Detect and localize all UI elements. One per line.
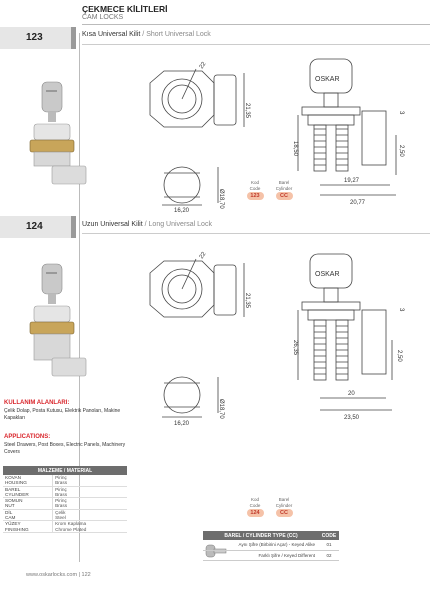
material-table: [3, 466, 127, 533]
barel-box-124: [271, 497, 297, 517]
material-part: YÜZEY FINISHING: [3, 521, 53, 533]
section-title-sep: /: [142, 221, 149, 228]
cylinder-table-header: BAREL / CYLINDER TYPE (CC): [203, 531, 319, 540]
kod-value: 124: [247, 509, 264, 517]
dim-height: 21,35: [244, 103, 250, 119]
material-value: Çelik Steel: [53, 509, 127, 521]
section-code-band: 124: [0, 216, 76, 238]
cylinder-type: Aynı Şifre (Birbirini Açar) - Keyed Alike: [203, 540, 319, 550]
kod-label: Kod: [250, 497, 259, 502]
section-title-tr: Uzun Universal Kilit: [82, 221, 143, 228]
header-divider: [82, 24, 430, 25]
code-box-124: [245, 497, 265, 517]
section-title-en: Long Universal Lock: [148, 221, 212, 228]
dim-width: 16,20: [174, 421, 190, 427]
dim-body: 18,50: [292, 141, 298, 157]
section-code-band: 123: [0, 27, 76, 49]
product-photo-123: [22, 80, 102, 195]
material-row: [3, 486, 127, 498]
section-title-tr: Kısa Universal Kilit: [82, 31, 141, 38]
dim-w1: 20: [348, 391, 355, 397]
dim-height: 21,35: [244, 293, 250, 309]
footer-page: 122: [81, 572, 91, 578]
material-table-header: MALZEME / MATERIAL: [3, 466, 127, 475]
dim-w1: 19,27: [344, 178, 360, 184]
dim-top: 3: [398, 308, 404, 312]
section-divider: [82, 44, 430, 45]
barel-value: CC: [276, 192, 293, 200]
cylinder-row: [203, 550, 339, 560]
section-title-sep: /: [140, 31, 147, 38]
dim-side: 2,50: [398, 145, 404, 157]
cylinder-code-header: CODE: [319, 531, 339, 540]
cylinder-row: [203, 540, 339, 550]
barel-label-en: Cylinder: [275, 502, 293, 508]
material-part: KOVAN HOUSING: [3, 475, 53, 486]
applications-heading: APPLICATIONS:: [4, 434, 51, 440]
kod-value: 123: [247, 192, 264, 200]
front-view-drawing-123: [138, 55, 258, 215]
dim-diameter: Ø18,70: [218, 399, 224, 419]
barel-value: CC: [276, 509, 293, 517]
section-title: [82, 221, 212, 228]
section-title: [82, 31, 211, 38]
usage-text: Çelik Dolap, Posta Kutusu, Elektrik Panoları, Makine Kapakları: [4, 408, 121, 421]
dim-body: 26,35: [292, 340, 298, 356]
dim-w2: 23,50: [344, 415, 360, 421]
kod-label: Kod: [250, 180, 259, 185]
cylinder-code: 02: [319, 550, 339, 560]
section-title-en: Short Universal Lock: [146, 31, 211, 38]
barel-box-123: [271, 180, 297, 200]
material-part: DİL CAM: [3, 509, 53, 521]
kod-label-en: Code: [249, 185, 261, 191]
material-row: [3, 498, 127, 510]
dim-w2: 20,77: [350, 200, 366, 206]
footer-url[interactable]: www.oskarlocks.com: [26, 572, 78, 578]
dim-angle: 22: [198, 61, 208, 71]
material-row: [3, 521, 127, 533]
side-view-drawing-123: [280, 55, 420, 215]
material-part: SOMUN NUT: [3, 498, 53, 510]
material-part: BAREL CYLINDER: [3, 486, 53, 498]
code-box-123: [245, 180, 265, 200]
page-subtitle: CAM LOCKS: [82, 14, 124, 21]
cylinder-code: 01: [319, 540, 339, 550]
material-value: Pirinç Brass: [53, 475, 127, 486]
material-table-body: [3, 475, 127, 532]
product-photo-124: [22, 262, 102, 387]
dim-diameter: Ø18,70: [218, 189, 224, 209]
barel-label: Barel: [278, 180, 290, 185]
barel-label: Barel: [278, 497, 290, 502]
key-brand-label: OSKAR: [315, 76, 340, 83]
cylinder-type: Farklı Şifre / Keyed Different: [203, 550, 319, 560]
dim-top: 3: [398, 111, 404, 115]
cylinder-table: [203, 531, 339, 561]
page-footer: www.oskarlocks.com | 122: [26, 572, 91, 578]
front-view-drawing-124: [138, 245, 258, 430]
usage-heading: KULLANIM ALANLARI:: [4, 400, 70, 406]
page-title: ÇEKMECE KİLİTLERİ: [82, 4, 168, 14]
dim-side: 2,50: [396, 350, 402, 362]
section-divider: [82, 233, 430, 234]
material-value: Pirinç Brass: [53, 498, 127, 510]
dim-angle: 22: [198, 251, 208, 261]
material-value: Krom Kaplama Chrome Plated: [53, 521, 127, 533]
cylinder-table-body: [203, 540, 339, 560]
dim-width: 16,20: [174, 208, 190, 214]
applications-text: Steel Drawers, Post Boxes, Electric Panels, Machinery Covers: [4, 442, 126, 455]
material-value: Pirinç Brass: [53, 486, 127, 498]
kod-label-en: Code: [249, 502, 261, 508]
side-view-drawing-124: [280, 250, 420, 425]
key-brand-label: OSKAR: [315, 271, 340, 278]
material-row: [3, 475, 127, 486]
material-row: [3, 509, 127, 521]
barel-label-en: Cylinder: [275, 185, 293, 191]
